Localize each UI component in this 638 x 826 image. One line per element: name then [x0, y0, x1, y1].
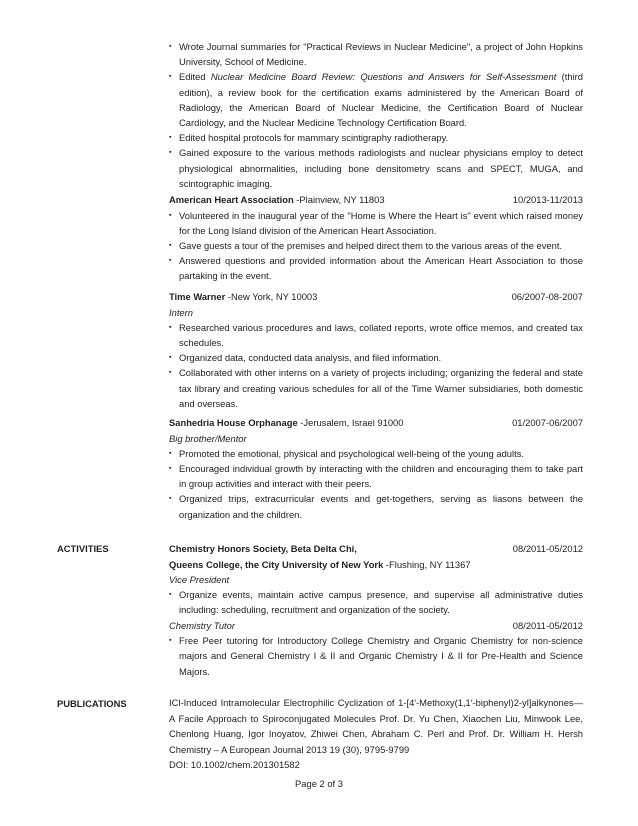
entry-time-warner: [169, 289, 583, 411]
entry-dates: 10/2013-11/2013: [512, 194, 583, 205]
tutor-header: [169, 618, 583, 634]
bullet-icon: ▪: [169, 323, 172, 331]
list-item: ▪ Encouraged individual growth by interacting with the children and encouraging them to take part in group activities and interact with their peers.: [169, 462, 583, 490]
list-item: ▪ Researched various procedures and laws, collated reports, wrote office memos, and created tax schedules.: [169, 321, 583, 348]
school-name: Queens College, the City University of New York: [169, 558, 384, 570]
entry-header: [169, 192, 583, 208]
bullet-icon: ▪: [169, 134, 172, 142]
nuclear-medicine-bullets: [169, 39, 583, 191]
entry-header: [169, 289, 583, 305]
list-item: ▪ Free Peer tutoring for Introductory College Chemistry and Organic Chemistry for non-science majors and General Chemistry I & II and Organic Chemistry I & II for Pre-Health and Science Majors.: [169, 635, 583, 677]
bullet-icon: ▪: [169, 73, 172, 81]
list-item: ▪ Edited Nuclear Medicine Board Review: Questions and Answers for Self-Assessment (third edition), a review book for the certification exams administered by the American Board of Radiology, the American Board of Nuclear Medicine, the Certification Board of Nuclear Cardiology, and the Nuclear Medicine Technology Certification Board.: [169, 71, 584, 129]
activity-role: Chemistry Tutor: [169, 619, 235, 631]
entry-american-heart-association: [169, 192, 583, 284]
bullet-icon: ▪: [169, 43, 172, 50]
bullet-icon: ▪: [169, 257, 172, 265]
entry-header: [169, 415, 583, 431]
organization-name: American Heart Association: [169, 194, 294, 205]
entry-chemistry-honors-society: [169, 541, 583, 679]
section-title-publications: PUBLICATIONS: [57, 698, 127, 709]
organization-location: -Plainview, NY 11803: [293, 194, 385, 205]
organization-location: -New York, NY 10003: [225, 291, 318, 302]
list-item: ▪ Organize events, maintain active campus presence, and supervise all administrative duties including: scheduling, recruitment and organization of the society.: [169, 589, 583, 616]
job-role: Big brother/Mentor: [169, 432, 247, 444]
organization-location: -Jerusalem, Israel 91000: [297, 417, 404, 428]
book-title: Nuclear Medicine Board Review: Questions and Answers for Self-Assessment: [210, 71, 557, 83]
entry-sanhedria-house: [169, 415, 583, 522]
school-location: -Flushing, NY 11367: [383, 558, 471, 570]
list-item: ▪ Wrote Journal summaries for "Practical Reviews in Nuclear Medicine", a project of John Hopkins University, School of Medicine.: [169, 41, 583, 68]
bullet-icon: ▪: [169, 241, 172, 249]
bullet-icon: ▪: [169, 149, 172, 157]
activity-role: Vice President: [169, 574, 230, 585]
list-item: ▪ Organized data, conducted data analysis, and filed information.: [169, 350, 583, 365]
organization-name: Chemistry Honors Society, Beta Delta Chi,: [169, 543, 357, 554]
organization-name: Sanhedria House Orphanage: [169, 417, 298, 428]
bullet-icon: ▪: [169, 369, 172, 377]
bullet-icon: ▪: [169, 495, 172, 503]
list-item: ▪ Gained exposure to the various methods radiologists and nuclear physicians employ to detect physiological abnormalities, including bone densitometry scans and SPECT, MUGA, and scintographic imaging.: [169, 147, 583, 189]
job-role: Intern: [169, 306, 193, 318]
entry-dates: 06/2007-08-2007: [511, 291, 583, 302]
school-line: [169, 557, 583, 573]
entry-header: [169, 541, 583, 557]
list-item: ▪ Answered questions and provided information about the American Heart Association to those partaking in the event.: [169, 255, 583, 282]
section-title-activities: ACTIVITIES: [57, 543, 109, 554]
organization-name: Time Warner: [169, 291, 226, 302]
bullet-icon: ▪: [169, 354, 172, 362]
entry-dates: 08/2011-05/2012: [512, 543, 583, 554]
page-number: Page 2 of 3: [295, 778, 343, 789]
list-item: ▪ Promoted the emotional, physical and psychological well-being of the young adults.: [169, 446, 583, 461]
list-item: ▪ Edited hospital protocols for mammary scintigraphy radiotherapy.: [169, 130, 583, 145]
bullet-icon: ▪: [169, 211, 172, 219]
list-item: ▪ Gave guests a tour of the premises and helped direct them to the various areas of the event.: [169, 238, 583, 253]
bullet-icon: ▪: [169, 449, 172, 457]
publication-entry: [169, 695, 583, 773]
publication-citation: ICl-Induced Intramolecular Electrophilic Cyclization of 1-[4′-Methoxy(1,1′-biphenyl)2-yl]alkynones—A Facile Approach to Spiroconjugated Molecules Prof. Dr. Yu Chen, Xiaochen Liu, Minwook Lee, Chenlong Huang, Igor Inoyatov, Zhiwei Chen, Abraham C. Perl and Prof. Dr. William H. Hersh Chemistry – A European Journal 2013 19 (30), 9795-9799: [169, 697, 583, 755]
publication-doi: DOI: 10.1002/chem.201301582: [169, 759, 300, 770]
bullet-icon: ▪: [169, 591, 172, 599]
list-item: ▪ Organized trips, extracurricular events and get-togethers, serving as liasons between the organization and the children.: [169, 493, 583, 520]
list-item: ▪ Volunteered in the inaugural year of the "Home is Where the Heart is" event which raised money for the Long Island division of the American Heart Association.: [169, 209, 583, 236]
bullet-icon: ▪: [169, 464, 172, 472]
entry-dates: 01/2007-06/2007: [512, 417, 583, 428]
bullet-icon: ▪: [169, 637, 172, 645]
entry-dates: 08/2011-05/2012: [512, 619, 583, 631]
list-item: ▪ Collaborated with other interns on a variety of projects including; organizing the federal and state tax library and creating various schedules for all of the Time Warner subsidiaries, both domestic and overseas.: [169, 367, 583, 409]
